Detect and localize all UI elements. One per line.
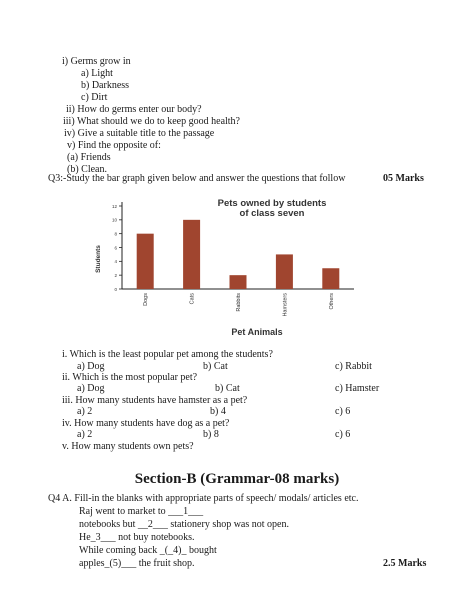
y-tick-label-4: 4	[114, 259, 117, 265]
q3-question-4: iv. How many students have dog as a pet?	[62, 418, 230, 429]
chart-title-line-1: Pets owned by students	[217, 198, 327, 209]
pets-bar-chart	[92, 191, 362, 343]
q4-heading: Q4 A. Fill-in the blanks with appropriate parts of speech/ modals/ articles etc.	[48, 493, 359, 504]
q2-i-option-b: b) Darkness	[81, 80, 130, 91]
y-tick-label-0: 0	[114, 286, 117, 292]
q2-v-option-a: (a) Friends	[67, 152, 111, 163]
q3-question-5: v. How many students own pets?	[62, 441, 194, 452]
q3-q2-option-a: a) Dog	[77, 383, 105, 394]
q4-line-1: Raj went to market to ___1___	[79, 506, 204, 517]
chart-title-line-2: of class seven	[239, 208, 305, 219]
y-tick-label-8: 8	[114, 231, 117, 237]
q3-q2-option-c: c) Hamster	[335, 383, 380, 394]
q4-line-2: notebooks but __2___ stationery shop was not open.	[79, 519, 289, 530]
bar-cats	[183, 220, 200, 289]
x-tick-label-cats: Cats	[189, 293, 196, 305]
q4-line-4: While coming back _(_4)_ bought	[79, 545, 217, 556]
q3-q1-option-a: a) Dog	[77, 361, 105, 372]
q3-q4-option-c: c) 6	[335, 429, 351, 440]
q2-iii: iii) What should we do to keep good health?	[63, 116, 240, 127]
q2-i-option-c: c) Dirt	[81, 92, 108, 103]
x-tick-label-rabbits: Rabbits	[236, 293, 242, 312]
q2-v-option-b: (b) Clean.	[67, 164, 107, 175]
q3-instruction: Q3:-Study the bar graph given below and answer the questions that follow	[48, 173, 346, 184]
q2-i-option-a: a) Light	[81, 68, 113, 79]
q2-ii: ii) How do germs enter our body?	[66, 104, 202, 115]
q2-i-stem: i) Germs grow in	[62, 56, 131, 67]
bar-others	[322, 268, 339, 289]
x-tick-label-dogs: Dogs	[143, 293, 150, 306]
x-tick-label-others: Others	[328, 293, 335, 310]
q3-q2-option-b: b) Cat	[215, 383, 240, 394]
y-axis-label: Students	[95, 245, 102, 273]
y-tick-label-2: 2	[114, 272, 117, 278]
bar-rabbits	[230, 275, 247, 289]
q4-line-3: He_3___ not buy notebooks.	[79, 532, 195, 543]
q3-question-1: i. Which is the least popular pet among the students?	[62, 349, 273, 360]
q2-v: v) Find the opposite of:	[67, 140, 161, 151]
q3-q4-option-a: a) 2	[77, 429, 93, 440]
q4-line-5: apples_(5)___ the fruit shop.	[79, 558, 195, 569]
q3-q4-option-b: b) 8	[203, 429, 219, 440]
section-b-title: Section-B (Grammar-08 marks)	[134, 471, 340, 487]
bar-hamsters	[276, 254, 293, 289]
q3-question-2: ii. Which is the most popular pet?	[62, 372, 198, 383]
y-tick-label-12: 12	[111, 203, 117, 209]
x-tick-label-hamsters: Hamsters	[282, 293, 289, 317]
q3-q3-option-c: c) 6	[335, 406, 351, 417]
q3-q1-option-b: b) Cat	[203, 361, 228, 372]
q3-q3-option-a: a) 2	[77, 406, 93, 417]
q3-marks: 05 Marks	[383, 173, 424, 184]
q3-q3-option-b: b) 4	[210, 406, 226, 417]
y-tick-label-6: 6	[114, 245, 117, 251]
q3-question-3: iii. How many students have hamster as a pet?	[62, 395, 248, 406]
q2-iv: iv) Give a suitable title to the passage	[64, 128, 215, 139]
q4-marks: 2.5 Marks	[383, 558, 427, 569]
bar-dogs	[137, 234, 154, 289]
q3-q1-option-c: c) Rabbit	[335, 361, 372, 372]
y-tick-label-10: 10	[111, 217, 117, 223]
x-axis-label: Pet Animals	[231, 327, 283, 337]
